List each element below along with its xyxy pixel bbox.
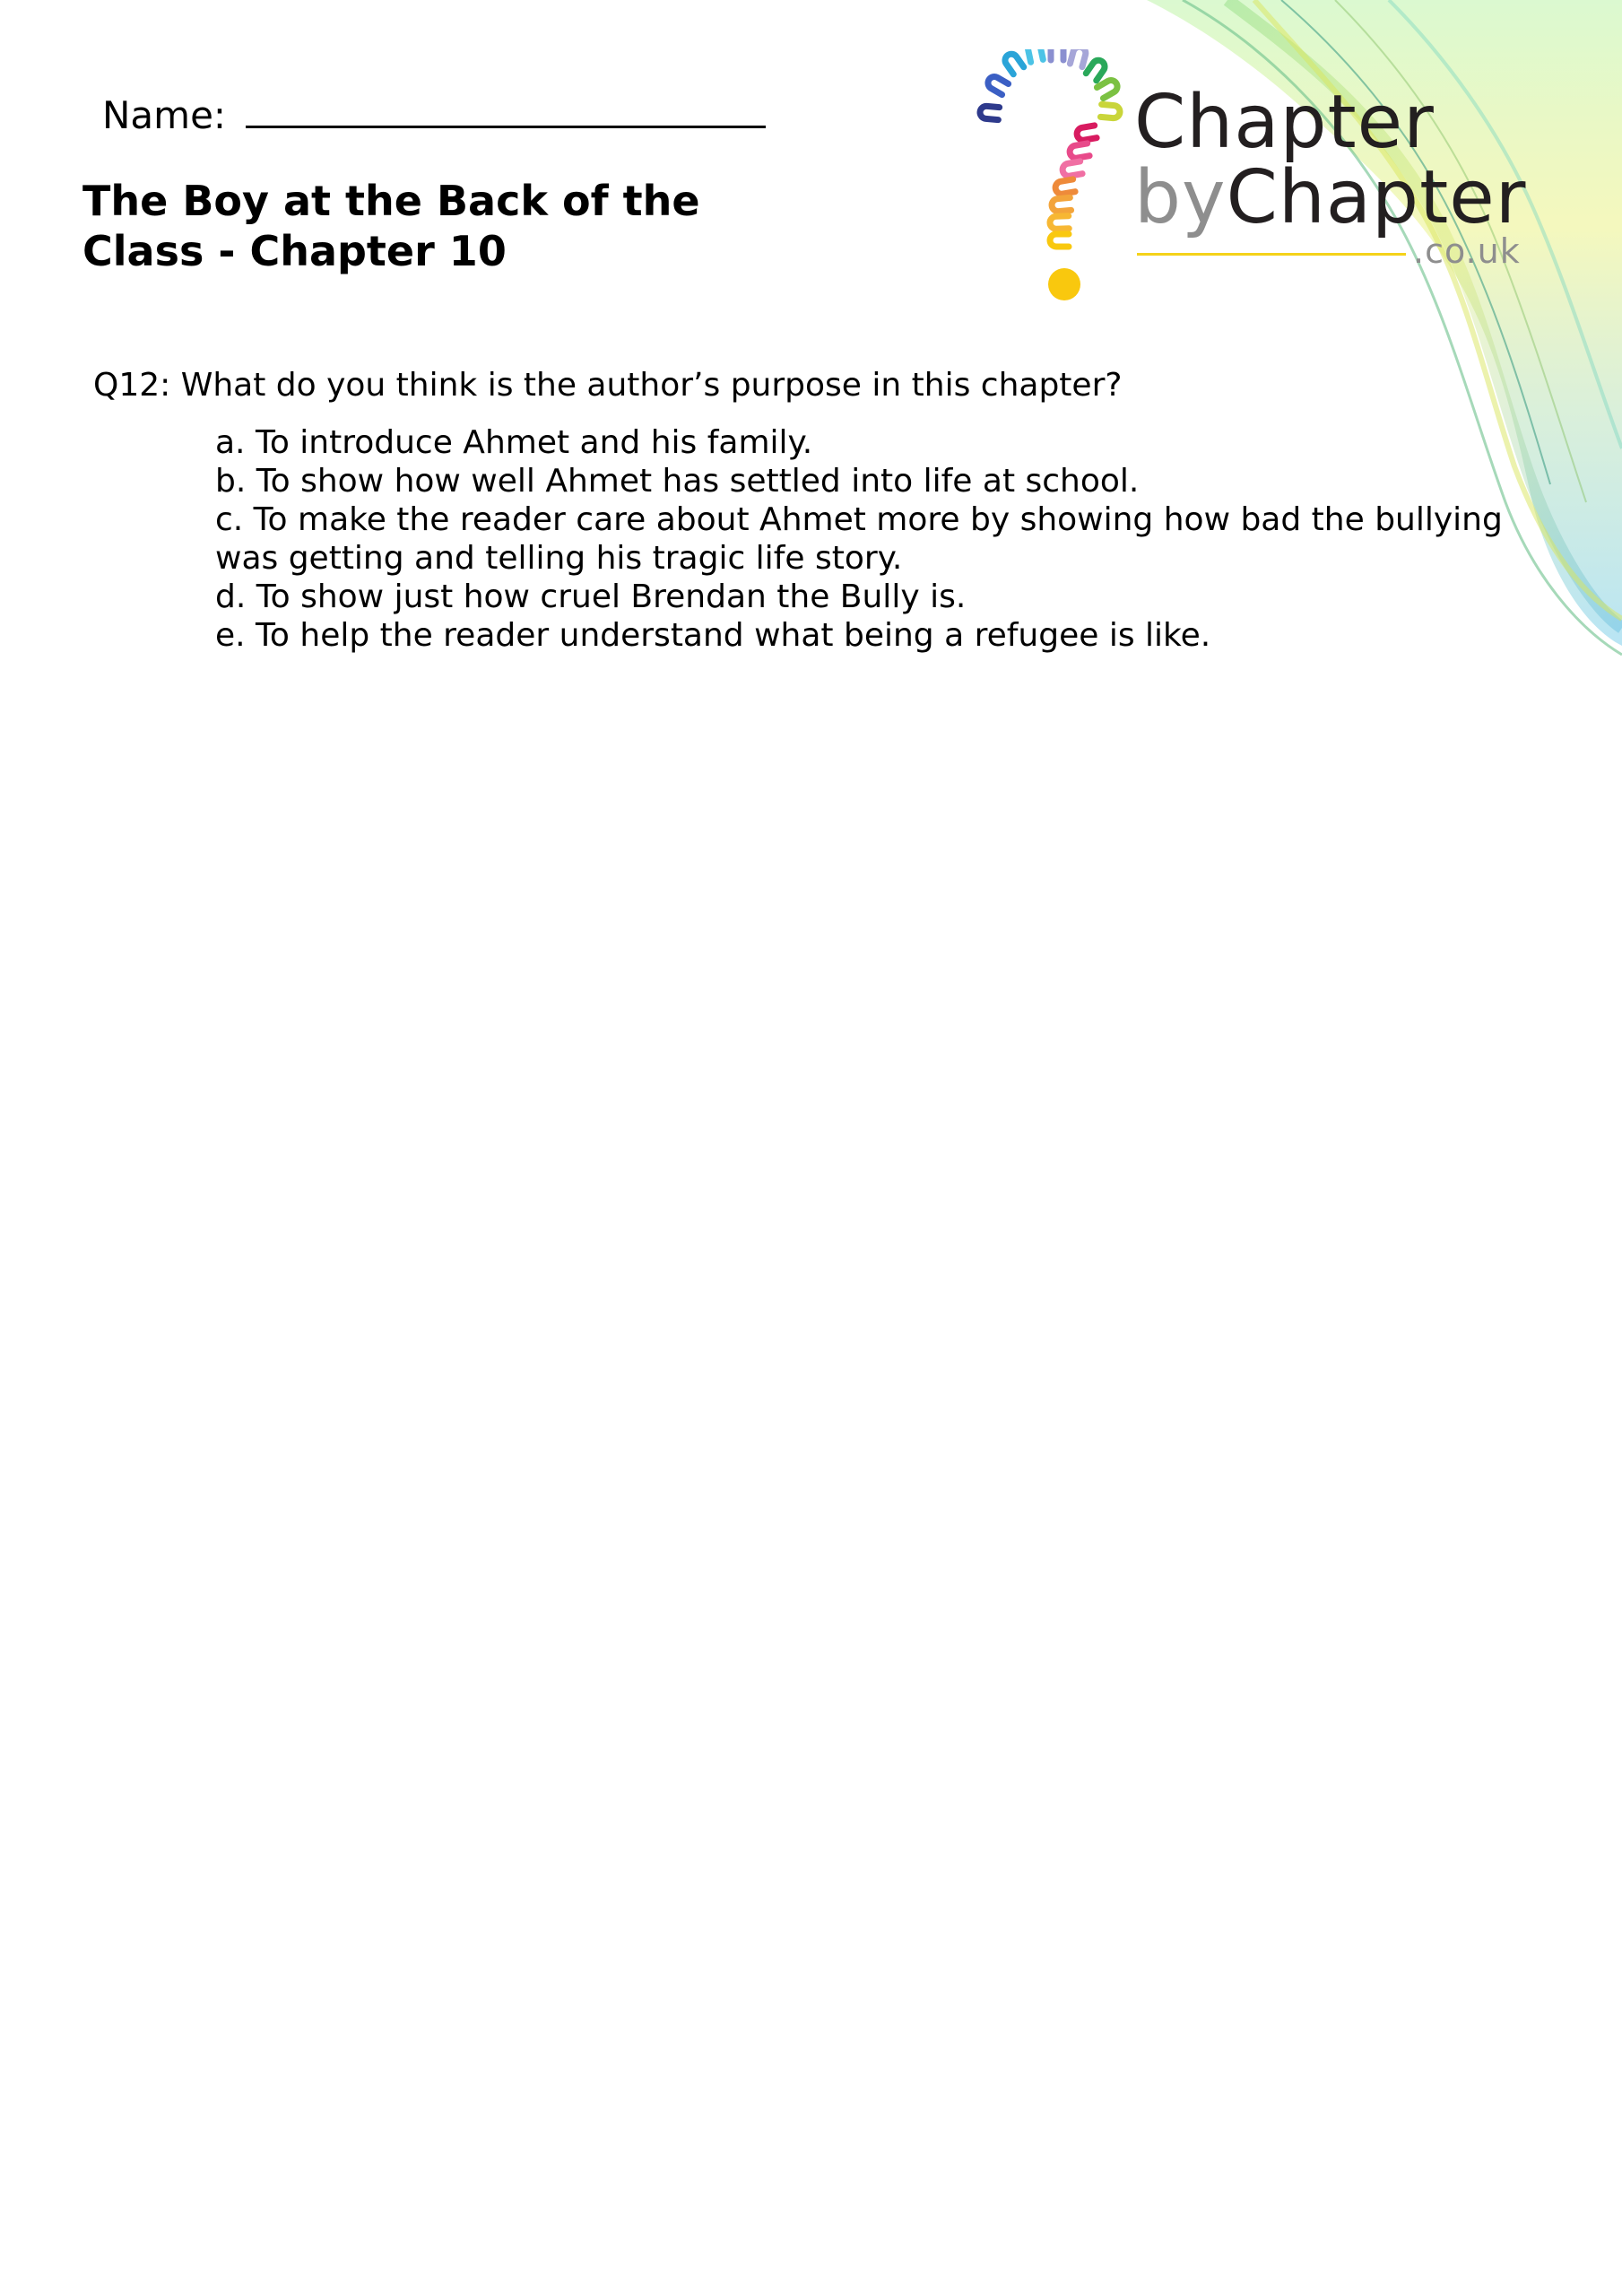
logo-domain: .co.uk [1413, 231, 1521, 271]
name-label: Name: [102, 93, 227, 137]
logo-chapter-2: Chapter [1226, 155, 1527, 240]
name-blank-line[interactable] [246, 90, 766, 128]
option-c: c. To make the reader care about Ahmet more by showing how bad the bullying was getting and telling his tragic life story. [215, 501, 1503, 577]
option-d: d. To show just how cruel Brendan the Bully is. [215, 578, 967, 615]
logo-wordmark [1134, 80, 1527, 240]
logo-underline [1137, 253, 1406, 256]
logo-by: by [1134, 155, 1227, 240]
logo-line-chapter: Chapter [1134, 80, 1435, 165]
option-a: a. To introduce Ahmet and his family. [215, 424, 813, 461]
name-field-row [102, 90, 766, 137]
title-line-1: The Boy at the Back of the [82, 177, 700, 225]
option-b: b. To show how well Ahmet has settled into life at school. [215, 463, 1140, 500]
title-line-2: Class - Chapter 10 [82, 227, 507, 275]
option-e: e. To help the reader understand what being a refugee is like. [215, 617, 1211, 654]
worksheet-title [82, 176, 764, 276]
logo-line-by-chapter [1134, 155, 1527, 240]
answer-options [215, 423, 1542, 655]
question-text: Q12: What do you think is the author’s purpose in this chapter? [93, 367, 1123, 404]
